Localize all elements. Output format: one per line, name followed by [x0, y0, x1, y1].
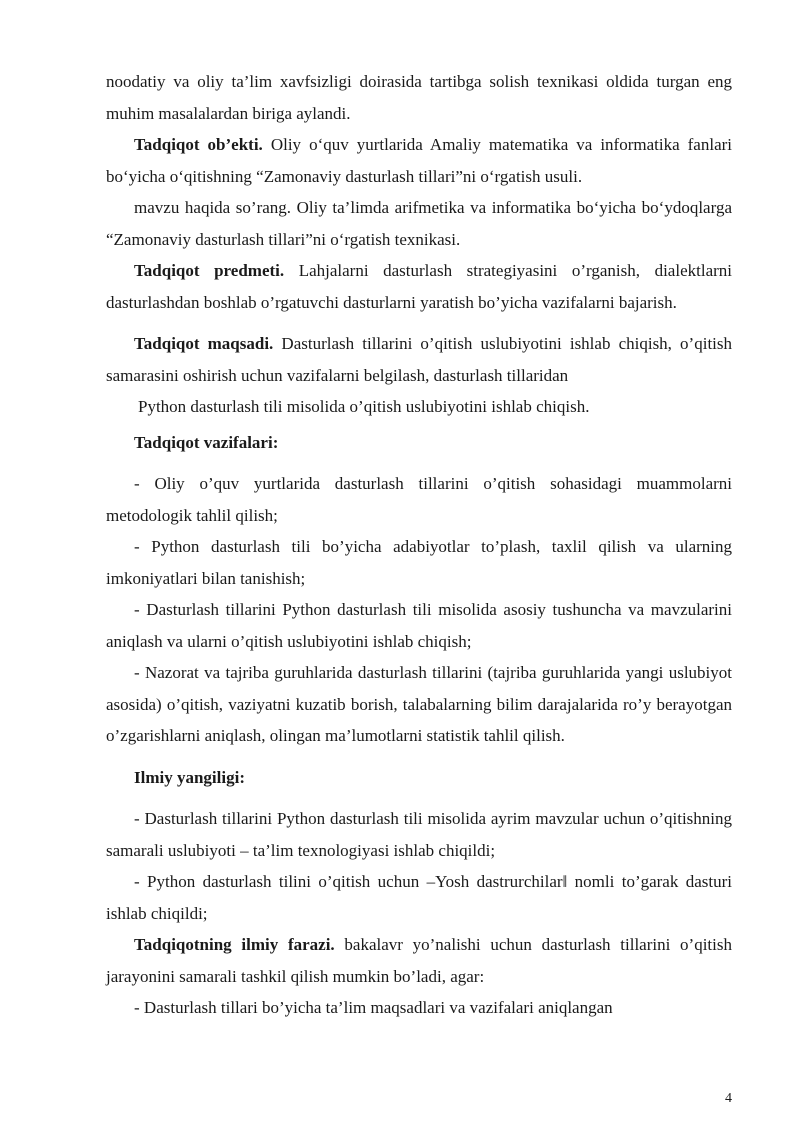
paragraph-mavzu [106, 192, 732, 255]
paragraph-text: Python dasturlash tili misolida o’qitish uslubiyotini ishlab chiqish. [138, 397, 590, 416]
list-item-vazifa-3: - Dasturlash tillarini Python dasturlash tili misolida asosiy tushuncha va mavzularini aniqlash va ularni o’qitish uslubiyotini ishlab chiqish; [106, 600, 732, 651]
heading-tadqiqot-obekti: Tadqiqot ob’ekti. [134, 135, 263, 154]
list-item-vazifa-4: - Nazorat va tajriba guruhlarida dasturlash tillarini (tajriba guruhlarida yangi uslubiyot asosida) o’qitish, vaziyatni kuzatib borish, talabalarning bilim darajalarida ro’y berayotgan o’zgarishlarni aniqlash, olingan ma’lumotlarni statistik tahlil qilish. [106, 663, 732, 745]
paragraph-text: Dasturlash tillarini o’qitish uslubiyotini ishlab chiqish, o’qitish samarasini oshirish uchun vazifalarni belgilash, dasturlash tillaridan [106, 334, 733, 385]
heading-ilmiy-farazi: Tadqiqotning ilmiy farazi. [134, 935, 335, 954]
heading-tadqiqot-vazifalari: Tadqiqot vazifalari: [134, 432, 279, 452]
list-item-faraz-1: - Dasturlash tillari bo’yicha ta’lim maqsadlari va vazifalari aniqlangan [134, 998, 613, 1017]
paragraph-text: Oliy o‘quv yurtlarida Amaliy matematika va informatika fanlari bo‘yicha o‘qitishning “Zamonaviy dasturlash tillari”ni o‘rgatish usuli. [106, 135, 733, 186]
list-item-yangilik-2: - Python dasturlash tilini o’qitish uchun –Yosh dastrurchilar‖ nomli to’garak dasturi ishlab chiqildi; [106, 872, 732, 923]
paragraph-text: Lahjalarni dasturlash strategiyasini o’rganish, dialektlarni dasturlashdan boshlab o’rgatuvchi dasturlarni yaratish bo’yicha vazifalarni bajarish. [106, 261, 732, 312]
paragraph-text: bakalavr yo’nalishi uchun dasturlash tillarini o’qitish jarayonini samarali tashkil qilish mumkin bo’ladi, agar: [106, 935, 732, 986]
list-item-vazifa-2: - Python dasturlash tili bo’yicha adabiyotlar to’plash, taxlil qilish va ularning imkoniyatlari bilan tanishish; [106, 537, 732, 588]
heading-ilmiy-yangiligi: Ilmiy yangiligi: [134, 767, 245, 787]
paragraph-ilmiy-farazi [106, 929, 732, 992]
heading-tadqiqot-predmeti: Tadqiqot predmeti. [134, 261, 285, 280]
heading-tadqiqot-maqsadi: Tadqiqot maqsadi. [134, 334, 274, 353]
page-number: 4 [725, 1091, 732, 1106]
paragraph-text: mavzu haqida so’rang. Oliy ta’limda arifmetika va informatika bo‘yicha bo‘ydoqlarga “Zamonaviy dasturlash tillari”ni o‘rgatish texnikasi. [106, 198, 732, 249]
list-item-vazifa-1: - Oliy o’quv yurtlarida dasturlash tillarini o’qitish sohasidagi muammolarni metodologik tahlil qilish; [106, 474, 732, 525]
paragraph-python-misolida [106, 391, 732, 423]
paragraph-tadqiqot-maqsadi [106, 328, 732, 391]
paragraph-intro [106, 66, 732, 129]
paragraph-tadqiqot-predmeti [106, 255, 732, 318]
list-item-yangilik-1: - Dasturlash tillarini Python dasturlash tili misolida ayrim mavzular uchun o’qitishning samarali uslubiyoti – ta’lim texnologiyasi ishlab chiqildi; [106, 809, 732, 860]
paragraph-text: noodatiy va oliy ta’lim xavfsizligi doirasida tartibga solish texnikasi oldida turgan eng muhim masalalardan biriga aylandi. [106, 72, 732, 123]
paragraph-tadqiqot-obekti [106, 129, 732, 192]
